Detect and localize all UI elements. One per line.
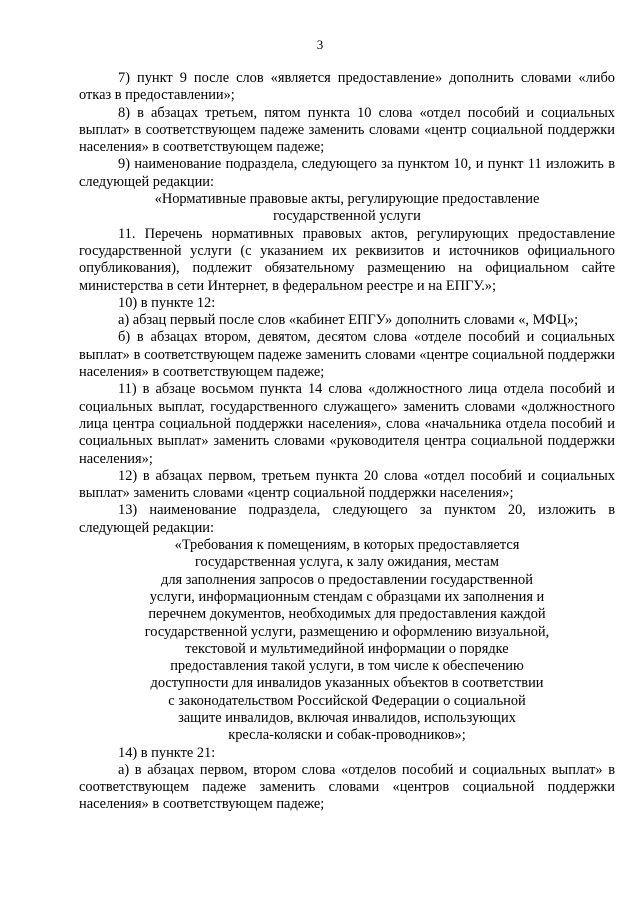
subsection-heading-line: доступности для инвалидов указанных объектов в соответствии — [150, 675, 544, 692]
page-number: 3 — [316, 37, 324, 52]
paragraph-item-11: 11) в абзаце восьмом пункта 14 слова «должностного лица отдела пособий и социальных выплат, государственного служащего» заменить словами «должностного лица центра социальной поддержки населения», слова «начальника отдела пособий и социальных выплат» заменить словами «руководителя центра социальной поддержки населения»; — [79, 381, 615, 467]
subsection-heading-line: кресла-коляски и собак-проводников»; — [228, 727, 466, 744]
subsection-heading-line: для заполнения запросов о предоставлении государственной — [161, 571, 533, 588]
subsection-heading-line: предоставления такой услуги, в том числе к обеспечению — [170, 658, 524, 675]
paragraph-item-14: 14) в пункте 21: — [118, 744, 216, 761]
subsection-heading-line: с законодательством Российской Федерации о социальной — [168, 692, 526, 709]
paragraph-item-8: 8) в абзацах третьем, пятом пункта 10 слова «отдел пособий и социальных выплат» в соответствующем падеже заменить словами «центр социальной поддержки населения» в соответствующем падеже; — [79, 104, 615, 156]
subsection-heading-line: защите инвалидов, включая инвалидов, использующих — [178, 709, 516, 726]
subsection-heading-line: государственной услуги — [273, 208, 421, 225]
paragraph-item-13: 13) наименование подраздела, следующего за пунктом 20, изложить в следующей редакции: — [79, 502, 615, 536]
paragraph-item-10: 10) в пункте 12: — [118, 294, 216, 311]
subsection-heading-line: перечнем документов, необходимых для предоставления каждой — [148, 606, 546, 623]
subsection-heading-line: текстовой и мультимедийной информации о порядке — [185, 640, 509, 657]
paragraph-point-11: 11. Перечень нормативных правовых актов, регулирующих предоставление государственной услуги (с указанием их реквизитов и источников официального опубликования), подлежит обязательному размещению на официальном сайте министерства в сети Интернет, в федеральном реестре и на ЕПГУ.»; — [79, 225, 615, 294]
paragraph-subitem-a: а) в абзацах первом, втором слова «отделов пособий и социальных выплат» в соответствующем падеже заменить словами «центров социальной поддержки населения» в соответствующем падеже; — [79, 761, 615, 813]
paragraph-item-12: 12) в абзацах первом, третьем пункта 20 слова «отдел пособий и социальных выплат» заменить словами «центр социальной поддержки населения»; — [79, 467, 615, 502]
subsection-heading-line: «Требования к помещениям, в которых предоставляется — [174, 537, 520, 554]
paragraph-subitem-b: б) в абзацах втором, девятом, десятом слова «отделе пособий и социальных выплат» в соответствующем падеже заменить словами «центре социальной поддержки населения» в соответствующем падеже; — [79, 329, 615, 381]
paragraph-item-7: 7) пункт 9 после слов «является предоставление» дополнить словами «либо отказ в предоставлении»; — [79, 70, 615, 104]
paragraph-item-9: 9) наименование подраздела, следующего за пунктом 10, и пункт 11 изложить в следующей редакции: — [79, 156, 615, 190]
document-body — [79, 70, 615, 814]
subsection-heading-line: «Нормативные правовые акты, регулирующие предоставление — [154, 191, 540, 208]
subsection-heading-line: услуги, информационным стендам с образцами их заполнения и — [149, 588, 545, 605]
paragraph-subitem-a: а) абзац первый после слов «кабинет ЕПГУ» дополнить словами «, МФЦ»; — [118, 312, 579, 329]
subsection-heading-line: государственная услуга, к залу ожидания, местам — [194, 554, 500, 571]
subsection-heading-line: государственной услуги, размещению и оформлению визуальной, — [144, 623, 550, 640]
